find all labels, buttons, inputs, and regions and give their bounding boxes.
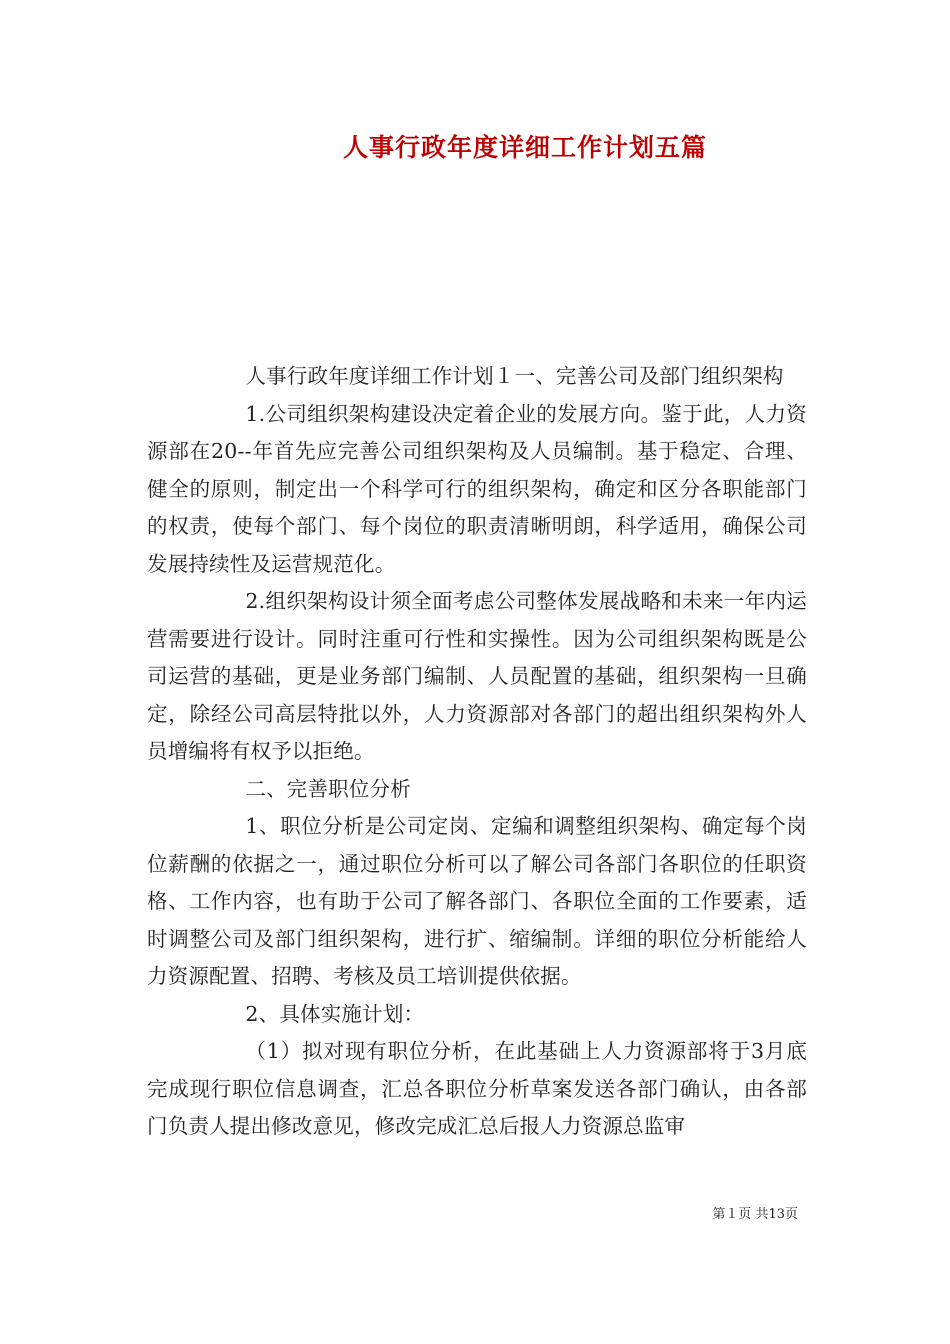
paragraph-plan-item-1: （1）拟对现有职位分析，在此基础上人力资源部将于3月底完成现行职位信息调查，汇总各职位分析草案发送各部门确认，由各部门负责人提出修改意见，修改完成汇总后报人力资源总监审 <box>147 1039 807 1138</box>
paragraph-intro: 人事行政年度详细工作计划１一、完善公司及部门组织架构 <box>245 364 784 388</box>
document-title: 人事行政年度详细工作计划五篇 <box>342 133 707 162</box>
paragraph-implementation-plan: 2、具体实施计划： <box>245 1001 425 1026</box>
paragraph-org-structure-1: 1.公司组织架构建设决定着企业的发展方向。鉴于此，人力资源部在20--年首先应完善公司组织架构及人员编制。基于稳定、合理、健全的原则，制定出一个科学可行的组织架构，确定和区分各职能部门的权责，使每个部门、每个岗位的职责清晰明朗，科学适用，确保公司发展持续性及运营规范化。 <box>147 401 807 576</box>
paragraph-job-analysis-1: 1、职位分析是公司定岗、定编和调整组织架构、确定每个岗位薪酬的依据之一，通过职位分析可以了解公司各部门各职位的任职资格、工作内容，也有助于公司了解各部门、各职位全面的工作要素，适时调整公司及部门组织架构，进行扩、缩编制。详细的职位分析能给人力资源配置、招聘、考核及员工培训提供依据。 <box>147 814 807 988</box>
paragraph-org-structure-2: 2.组织架构设计须全面考虑公司整体发展战略和未来一年内运营需要进行设计。同时注重可行性和实操性。因为公司组织架构既是公司运营的基础，更是业务部门编制、人员配置的基础，组织架构一旦确定，除经公司高层特批以外，人力资源部对各部门的超出组织架构外人员增编将有权予以拒绝。 <box>147 589 807 763</box>
page-number-footer: 第１页 共13页 <box>712 1207 798 1222</box>
section-heading-job-analysis: 二、完善职位分析 <box>245 776 411 801</box>
document-body <box>147 358 807 1146</box>
